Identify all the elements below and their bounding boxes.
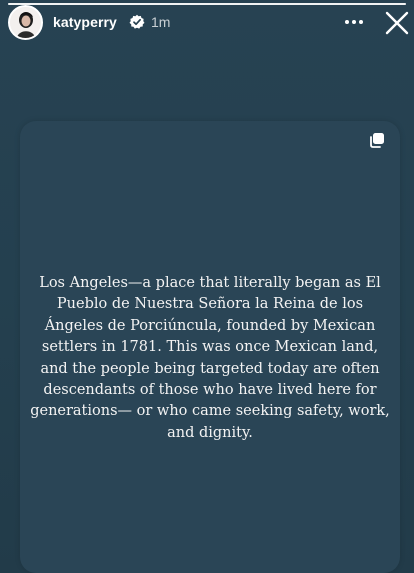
avatar-image (10, 7, 41, 38)
copy-icon[interactable] (368, 131, 386, 149)
verified-badge-icon (129, 14, 145, 30)
more-horizontal-icon[interactable] (340, 12, 368, 32)
text-card (20, 121, 400, 573)
timestamp: 1m (151, 14, 171, 30)
username[interactable]: katyperry (53, 14, 117, 30)
story-header (0, 0, 414, 46)
story-text: Los Angeles—a place that literally began as El Pueblo de Nuestra Señora la Reina de los Ángeles de Porciúncula, founded by Mexican settlers in 1781. This was once Mexican land, and the people being targeted today are often descendants of those who have lived here for generations— or who came seeking safety, work, and dignity. (30, 275, 390, 441)
close-icon[interactable] (384, 10, 410, 36)
avatar[interactable] (8, 5, 43, 40)
